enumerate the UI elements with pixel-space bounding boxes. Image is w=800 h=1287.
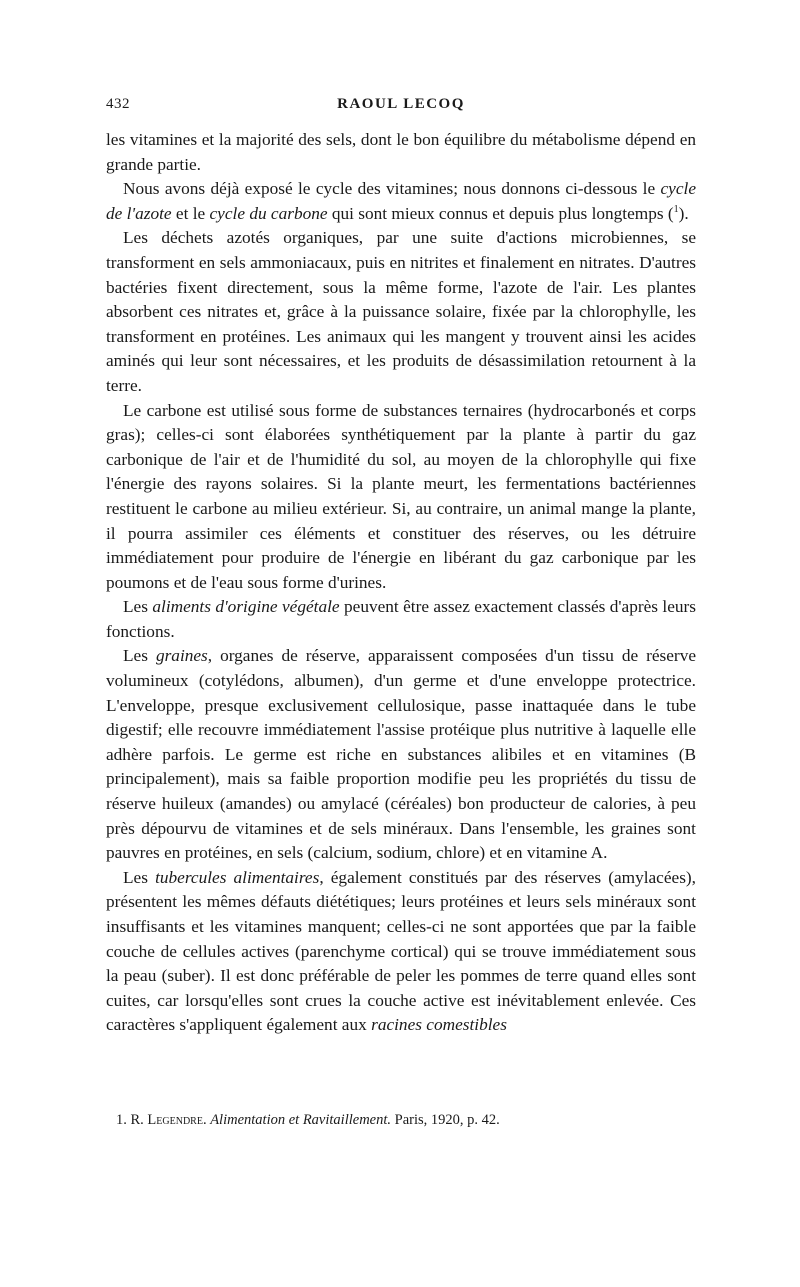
- text-run: Les: [123, 867, 156, 887]
- text-run: qui sont mieux connus et depuis plus longtemps (: [327, 203, 674, 223]
- paragraph-1: les vitamines et la majorité des sels, dont le bon équilibre du métabolisme dépend en grande partie.: [106, 130, 696, 174]
- footnote-author: R. Legendre.: [130, 1112, 207, 1128]
- text-run: Nous avons déjà exposé le cycle des vitamines; nous donnons ci-dessous le: [123, 179, 661, 199]
- paragraph-5: [106, 595, 696, 644]
- running-head: RAOUL LECOQ: [337, 96, 465, 112]
- text-run: peuvent être assez exactement classés d'après leurs fonctions.: [106, 597, 697, 641]
- footnote-number: 1.: [116, 1112, 127, 1128]
- text-run: et le: [171, 203, 210, 223]
- text-run: , également constitués par des réserves (amylacées), présentent les mêmes défauts diététiques; leurs protéines et leurs sels minéraux sont insuffisants et les vitamines manquent; celles-ci ne sont apportées que par la faible couche de cellules actives (parenchyme cortical) qui se trouve immédiatement sous la peau (suber). Il est donc préférable de peler les pommes de terre quand elles sont cuites, car lorsqu'elles sont crues la couche active est inévitablement enlevée. Ces caractères s'appliquent également aux: [106, 867, 696, 1035]
- italic-term: cycle de l'azote: [106, 179, 696, 223]
- text-run: ).: [678, 203, 689, 223]
- page-number: 432: [106, 96, 130, 112]
- body-text: [106, 128, 696, 1038]
- footnote-ref: 1: [673, 204, 679, 216]
- italic-term: aliments d'origine végétale: [152, 597, 340, 617]
- paragraph-6: [106, 644, 696, 865]
- paragraph-3: Les déchets azotés organiques, par une suite d'actions microbiennes, se transforment en sels ammoniacaux, puis en nitrites et finalement en nitrates. D'autres bactéries fixent directement, sous la même forme, l'azote de l'air. Les plantes absorbent ces nitrates et, grâce à la puissance solaire, fixée par la chlorophylle, les transforment en protéines. Les animaux qui les mangent y trouvent ainsi les acides aminés qui leur sont nécessaires, et les produits de désassimilation retournent à la terre.: [106, 228, 696, 395]
- page-header: [106, 96, 696, 120]
- text-run: Les: [123, 597, 153, 617]
- text-run: Les: [123, 646, 156, 666]
- footnote-title: Alimentation et Ravitaillement.: [210, 1112, 392, 1128]
- italic-term: racines comestibles: [371, 1015, 507, 1035]
- footnote: [106, 1110, 696, 1130]
- italic-term: tubercules alimentaires: [155, 867, 320, 887]
- italic-term: cycle du carbone: [209, 203, 328, 223]
- paragraph-7: [106, 866, 696, 1038]
- paragraph-4: Le carbone est utilisé sous forme de substances ternaires (hydrocarbonés et corps gras); celles-ci sont élaborées synthétiquement par la plante à partir du gaz carbonique de l'air et de l'humidité du sol, au moyen de la chlorophylle qui fixe l'énergie des rayons solaires. Si la plante meurt, les fermentations bactériennes restituent le carbone au milieu extérieur. Si, au contraire, un animal mange la plante, il pourra assimiler ces éléments et constituer des réserves, ou les détruire immédiatement pour produire de l'énergie en libérant du gaz carbonique par les poumons et de l'eau sous forme d'urines.: [106, 400, 696, 592]
- paragraph-2: [106, 177, 696, 226]
- text-run: , organes de réserve, apparaissent composées d'un tissu de réserve volumineux (cotylédons, albumen), d'un germe et d'une enveloppe protectrice. L'enveloppe, presque exclusivement cellulosique, passe inattaquée dans le tube digestif; elle recouvre immédiatement l'assise protéique plus nutritive à laquelle elle adhère parfois. Le germe est riche en substances alibiles et en vitamines (B principalement), mais sa faible proportion modifie peu les propriétés du tissu de réserve huileux (amandes) ou amylacé (céréales) bon producteur de calories, à peu près dépourvu de vitamines et de sels minéraux. Dans l'ensemble, les graines sont pauvres en protéines, en sels (calcium, sodium, chlore) et en vitamine A.: [106, 646, 696, 863]
- italic-term: graines: [155, 646, 208, 666]
- footnote-details: Paris, 1920, p. 42.: [394, 1112, 500, 1128]
